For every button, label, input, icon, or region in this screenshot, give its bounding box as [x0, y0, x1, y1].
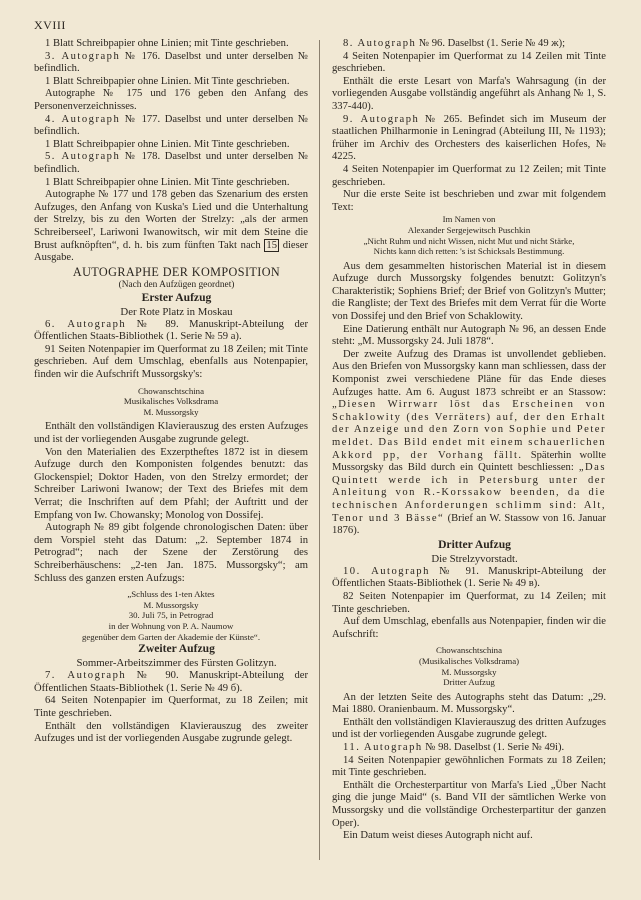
paragraph: 9. Autograph № 265. Befindet sich im Museum der staatlichen Philharmonie in Leningrad (Abteilung III, № 1193); früher im Archiv des Orchesters des kaiserlichen Hofes, № 4225.	[332, 113, 606, 163]
quote-line: „Nicht Ruhm und nicht Wissen, nicht Mut und nicht Stärke,	[363, 235, 575, 246]
paragraph: Der zweite Aufzug des Dramas ist unvollendet geblieben. Aus den Briefen von Mussorgsky kann man schliessen, dass der Komponist zwei verschiedene Pläne für das Ende dieses Aufzuges hatte. Am 6. August 1873 schreibt er an Stassow: „Diesen Wirrwarr löst das Erscheinen von Schaklowity (des Verräters) auf, der den Erhalt der Anzeige und den Zorn von Sophie und Peter meldet. Das Bild endet mit einem schauerlichen Akkord pp, der Vorhang fällt. Späterhin wollte Mussorgsky das Bild durch ein Quintett beschliessen: „Das Quintett werde ich in Petersburg unter der Anleitung von R.-Korssakow beenden, da die technischen Anforderungen schlimm sind: Alt, Tenor und 3 Bässe“ (Brief an W. Stassow von 16. Januar 1876).	[332, 348, 607, 537]
section-subtitle: (Nach den Aufzügen geordnet)	[118, 279, 235, 290]
quote-line: Nichts kann dich retten: 's ist Schicksals Bestimmung.	[373, 246, 565, 257]
paragraph: Enthält den vollständigen Klavierauszug des zweiter Aufzuges und ist der vorliegenden Ausgabe zugrunde gelegt.	[34, 720, 308, 745]
paragraph: Nur die erste Seite ist beschrieben und zwar mit folgendem Text:	[332, 189, 606, 213]
paragraph: 4 Seiten Notenpapier im Querformat zu 14 Zeilen mit Tinte geschrieben.	[332, 50, 606, 75]
paragraph: Autographe № 175 und 176 geben den Anfang des Personenverzeichnisses.	[34, 88, 308, 112]
quote-line: in der Wohnung von P. A. Naumow	[108, 620, 234, 631]
quote-line: M. Mussorgsky	[143, 406, 199, 417]
paragraph: 11. Autograph № 98. Daselbst (1. Serie № 49i).	[343, 742, 565, 754]
paragraph: An der letzten Seite des Autographs steht das Datum: „29. Mai 1880. Oranienbaum. M. Mussorgsky“.	[332, 691, 606, 716]
quote-line: M. Mussorgsky	[441, 666, 497, 677]
paragraph: 1 Blatt Schreibpapier ohne Linien. Mit Tinte geschrieben.	[45, 176, 290, 188]
quote-line: M. Mussorgsky	[143, 599, 199, 610]
paragraph: 3. Autograph № 176. Daselbst und unter derselben № befindlich.	[34, 50, 308, 75]
paragraph: 1 Blatt Schreibpapier ohne Linien; mit Tinte geschrieben.	[45, 38, 289, 49]
quote-line: 30. Juli 75, in Petrograd	[128, 610, 214, 621]
quote-line: Chowanschtschina	[436, 645, 502, 656]
paragraph: 14 Seiten Notenpapier gewöhnlichen Formats zu 18 Zeilen; mit Tinte geschrieben.	[332, 754, 606, 779]
paragraph: Auf dem Umschlag, ebenfalls aus Notenpapier, finden wir die Aufschrift:	[332, 616, 606, 640]
quote-line: Im Namen von	[442, 214, 496, 225]
paragraph: 7. Autograph № 90. Manuskript-Abteilung der Öffentlichen Staats-Bibliothek (1. Serie № 49 б).	[34, 670, 308, 694]
paragraph: Ein Datum weist dieses Autograph nicht auf.	[343, 830, 533, 842]
paragraph: Aus dem gesammelten historischen Material ist in diesem Aufzuge durch Mussorgsky folgendes benutzt: Golitzyn's Charakteristik; Sophiens Brief; der Brief von Golitzyn's Mutter; die Rangliste; der Text des Briefes mit dem Verrat für die Worte von Dossifej und den Brief von Schaklowity.	[332, 260, 606, 323]
act3-heading: Dritter Aufzug	[438, 537, 511, 551]
left-column	[34, 38, 308, 746]
quote-line: Musikalisches Volksdrama	[123, 396, 219, 407]
quote-line: (Musikalisches Volksdrama)	[418, 655, 520, 666]
paragraph: 91 Seiten Notenpapier im Querformat zu 18 Zeilen; mit Tinte geschrieben. Auf dem Umschlag, ebenfalls aus Notenpapier, finden wir die Aufschrift Mussorgsky's:	[34, 343, 308, 381]
section-title: AUTOGRAPHE DER KOMPOSITION	[72, 264, 281, 279]
act2-heading: Zweiter Aufzug	[138, 642, 215, 656]
quote-line: Chowanschtschina	[138, 385, 204, 396]
column-divider	[319, 40, 320, 860]
page-number: XVIII	[34, 18, 66, 32]
paragraph: 5. Autograph № 178. Daselbst und unter derselben № befindlich.	[34, 151, 308, 175]
paragraph: Autograph № 89 gibt folgende chronologischen Daten: über dem Vorspiel steht das Datum: „2. September 1874 in Petrograd“; nach der Szene der Zerstörung des Schreiberhäuschens: „2-ten Jan. 1875. Mussorgsky“; am Schluss des ganzen ersten Aufzugs:	[34, 522, 308, 584]
quote-line: „Schluss des 1-ten Aktes	[127, 589, 215, 600]
paragraph: Eine Datierung enthält nur Autograph № 96, an dessen Ende steht: „M. Mussorgsky 24. Juli 1878“.	[332, 323, 606, 348]
paragraph: 6. Autograph № 89. Manuskript-Abteilung der Öffentlichen Staats-Bibliothek (1. Serie № 59 a).	[34, 318, 308, 343]
quote-line: gegenüber dem Garten der Akademie der Künste“.	[81, 631, 261, 642]
paragraph: 4 Seiten Notenpapier im Querformat zu 12 Zeilen; mit Tinte geschrieben.	[332, 163, 606, 188]
paragraph: 64 Seiten Notenpapier im Querformat, zu 18 Zeilen; mit Tinte geschrieben.	[34, 695, 308, 719]
paragraph: 1 Blatt Schreibpapier ohne Linien. Mit Tinte geschrieben.	[45, 138, 290, 150]
act1-heading: Erster Aufzug	[141, 290, 212, 304]
paragraph: Von den Materialien des Exzerptheftes 1872 ist in diesem Aufzuge durch den Komponisten folgendes benutzt: das Glockenspiel; Doktor Haden, von den Strelzy ermordet; der Schreiber Lariwoni Iwanow; der Text des Briefes mit dem Verrat; die Inschriften auf dem Pfahl; der Auftritt und der Empfang von Iw. Chowansky; Monolog von Dossifej.	[34, 446, 308, 521]
paragraph: Enthält den vollständigen Klavierauszug des dritten Aufzuges und ist der vorliegenden Ausgabe zugrunde gelegt.	[332, 716, 606, 741]
paragraph: 1 Blatt Schreibpapier ohne Linien. Mit Tinte geschrieben.	[45, 75, 290, 87]
measure-number-box: 15	[266, 239, 277, 251]
paragraph: Autographe № 177 und 178 geben das Szenarium des ersten Aufzuges, den Anfang von Kuska's Lied und die Unterhaltung der Strelzy, bis zu den Worten der Strelzy: „als der armen Schreiberseel', Lariwoni Iwanowitsch, wir mit dem Steine die Brust aufknöpften“, d. h. bis zum fünften Takt nach 15 dieser Ausgabe.	[34, 189, 308, 264]
act2-subheading: Sommer-Arbeitszimmer des Fürsten Golitzyn.	[76, 657, 277, 670]
paragraph: 10. Autograph № 91. Manuskript-Abteilung der Öffentlichen Staats-Bibliothek (1. Serie № 49 в).	[332, 565, 606, 590]
act3-subheading: Die Strelzyvorstadt.	[431, 552, 518, 565]
paragraph: Enthält den vollständigen Klavierauszug des ersten Aufzuges und ist der vorliegenden Ausgabe zugrunde gelegt.	[34, 421, 308, 446]
quote-line: Alexander Sergejewitsch Puschkin	[407, 224, 531, 235]
paragraph: 82 Seiten Notenpapier im Querformat, zu 14 Zeilen; mit Tinte geschrieben.	[332, 590, 606, 615]
right-column	[332, 38, 606, 843]
paragraph: Enthält die Orchesterpartitur von Marfa's Lied „Über Nacht ging die junge Maid“ (s. Band VII der sämtlichen Werke von Mussorgsky und die vollständige Orchesterpartitur der ganzen Oper).	[332, 779, 606, 829]
act1-subheading: Der Rote Platz in Moskau	[120, 305, 233, 318]
paragraph: 8. Autograph № 96. Daselbst (1. Serie № 49 ж);	[343, 38, 566, 49]
quote-line: Dritter Aufzug	[443, 677, 495, 688]
paragraph: Enthält die erste Lesart von Marfa's Wahrsagung (in der vorliegenden Ausgabe vollständig angeführt als Anhang № 1, S. 337-440).	[332, 75, 606, 112]
paragraph: 4. Autograph № 177. Daselbst und unter derselben № befindlich.	[34, 113, 308, 138]
